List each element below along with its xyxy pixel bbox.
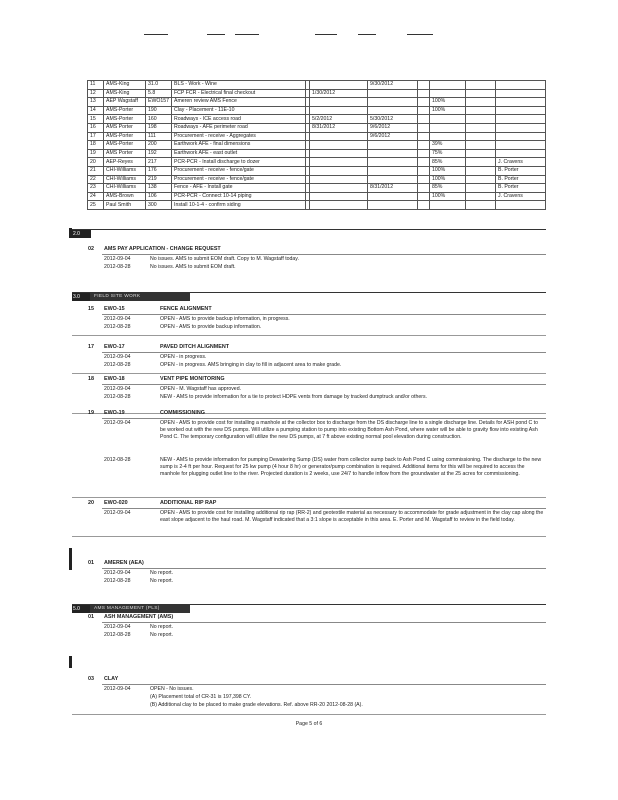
table-cell: 24: [88, 192, 104, 201]
entry-text: OPEN - M. Wagstaff has approved.: [160, 386, 242, 392]
entry-text: No report.: [150, 632, 174, 638]
table-cell: Roadways - AFE perimeter road: [172, 123, 306, 132]
table-cell: 13: [88, 98, 104, 107]
table-cell: [368, 192, 418, 201]
table-cell: [310, 106, 368, 115]
entry-date: 2012-08-28: [104, 632, 131, 638]
table-cell: [466, 149, 496, 158]
table-cell: [466, 106, 496, 115]
table-cell: [466, 158, 496, 167]
table-cell: AMS-King: [104, 81, 146, 90]
item-number: 01: [88, 614, 94, 620]
table-cell: Roadways - ICE access road: [172, 115, 306, 124]
table-cell: Earthwork AFE - final dimensions: [172, 141, 306, 150]
section-number: 2.0: [72, 230, 91, 238]
item-code: EWO-19: [104, 410, 125, 416]
table-cell: 300: [146, 201, 172, 210]
item-title: AMS PAY APPLICATION - CHANGE REQUEST: [104, 246, 221, 252]
table-cell: [466, 166, 496, 175]
item-separator: [72, 536, 546, 537]
table-cell: 21: [88, 166, 104, 175]
section-number: 5.0: [72, 605, 91, 613]
section-bar-ams: [72, 604, 546, 613]
entry-date: 2012-09-04: [104, 686, 131, 692]
table-cell: AMS-Porter: [104, 115, 146, 124]
table-row: [88, 166, 546, 175]
table-row: [88, 132, 546, 141]
entry-text: (A) Placement total of CR-31 is 197,398 CY.: [150, 694, 252, 700]
table-cell: 9/6/2012: [368, 123, 418, 132]
table-cell: 19: [88, 149, 104, 158]
table-cell: [496, 149, 546, 158]
table-cell: [310, 175, 368, 184]
table-cell: [310, 149, 368, 158]
table-cell: [430, 201, 466, 210]
table-row: [88, 89, 546, 98]
table-cell: [466, 123, 496, 132]
table-cell: 5/2/2012: [310, 115, 368, 124]
table-cell: [418, 89, 430, 98]
table-cell: 217: [146, 158, 172, 167]
table-cell: [310, 98, 368, 107]
table-cell: Paul Smith: [104, 201, 146, 210]
table-cell: [466, 89, 496, 98]
entry-text: OPEN - AMS to provide cost for installing additional rip rap (RR-2) and geotextile material as necessary to accommodate for grade adjustment in the clay cap along the east slope adjacent to the haul road. M. Wagstaff indicated that a 3:1 slope is acceptable in this area. E. Porter and M. Wagstaff to review in the field today.: [160, 510, 544, 524]
table-cell: PCR-PCR - Install discharge to dozer: [172, 158, 306, 167]
table-cell: 31.0: [146, 81, 172, 90]
table-cell: [418, 149, 430, 158]
table-cell: [418, 201, 430, 210]
entry-text: No report.: [150, 624, 174, 630]
table-cell: [418, 158, 430, 167]
table-cell: 75%: [430, 149, 466, 158]
item-title: CLAY: [104, 676, 119, 682]
table-row: [88, 115, 546, 124]
table-cell: 100%: [430, 192, 466, 201]
table-cell: 23: [88, 184, 104, 193]
item-number: 20: [88, 500, 94, 506]
table-cell: 111: [146, 132, 172, 141]
bottom-rule: [72, 714, 546, 715]
table-cell: [368, 89, 418, 98]
table-cell: 1/30/2012: [310, 89, 368, 98]
table-cell: 15: [88, 115, 104, 124]
table-cell: 192: [146, 149, 172, 158]
table-cell: [418, 184, 430, 193]
entry-date: 2012-08-28: [104, 362, 131, 369]
entry-text: No issues. AMS to submit EOM draft. Copy to M. Wagstaff today.: [150, 256, 299, 262]
table-row: [88, 158, 546, 167]
table-cell: 9/6/2012: [368, 132, 418, 141]
table-cell: [310, 166, 368, 175]
table-cell: CHI-Williams: [104, 166, 146, 175]
item-number: 17: [88, 344, 94, 350]
table-cell: [368, 201, 418, 210]
table-cell: J. Cravens: [496, 158, 546, 167]
item-code: EWO-020: [104, 500, 128, 506]
header-rules: [144, 34, 444, 36]
table-row: [88, 184, 546, 193]
table-cell: 160: [146, 115, 172, 124]
table-cell: [418, 166, 430, 175]
entry-text: No issues. AMS to submit EOM draft.: [150, 264, 236, 270]
table-cell: 5.8: [146, 89, 172, 98]
table-cell: [418, 141, 430, 150]
item-title: ADDITIONAL RIP RAP: [160, 500, 217, 506]
table-cell: PCR-PCR - Connect 10-14 piping: [172, 192, 306, 201]
table-cell: 100%: [430, 175, 466, 184]
table-cell: [418, 98, 430, 107]
item-number: 02: [88, 246, 94, 252]
table-cell: AMS-King: [104, 89, 146, 98]
table-cell: 85%: [430, 184, 466, 193]
table-cell: 18: [88, 141, 104, 150]
item-title: COMMISSIONING: [160, 410, 205, 416]
item-separator: [72, 413, 546, 414]
table-cell: Install 10-1-4 - confirm siding: [172, 201, 306, 210]
table-cell: [496, 98, 546, 107]
table-cell: Procurement - receive - Aggregates: [172, 132, 306, 141]
table-cell: B. Porter: [496, 184, 546, 193]
table-row: [88, 141, 546, 150]
entry-date: 2012-08-28: [104, 394, 131, 401]
table-cell: 17: [88, 132, 104, 141]
table-cell: [430, 132, 466, 141]
table-cell: AEP-Reyes: [104, 158, 146, 167]
table-cell: 100%: [430, 98, 466, 107]
entry-text: No report.: [150, 578, 174, 584]
table-cell: [466, 175, 496, 184]
entry-date: 2012-08-28: [104, 578, 131, 584]
table-cell: [466, 115, 496, 124]
table-cell: J. Cravens: [496, 192, 546, 201]
table-row: [88, 98, 546, 107]
table-cell: [430, 123, 466, 132]
table-cell: [466, 141, 496, 150]
table-cell: 20: [88, 158, 104, 167]
table-cell: [368, 98, 418, 107]
table-row: [88, 149, 546, 158]
table-row: [88, 106, 546, 115]
entry-date: 2012-09-04: [104, 420, 131, 426]
table-cell: CHI-Williams: [104, 175, 146, 184]
table-cell: 25: [88, 201, 104, 210]
section-title: AMS MANAGEMENT (PLS): [90, 605, 190, 613]
item-code: EWO-15: [104, 306, 125, 312]
entry-text: (B) Additional clay to be placed to make grade elevations. Ref. above RR-20 2012-08-28 (A).: [150, 702, 363, 708]
item-title: VENT PIPE MONITORING: [160, 376, 225, 382]
entry-text: OPEN - in progress.: [160, 354, 207, 360]
table-cell: [310, 184, 368, 193]
table-cell: 198: [146, 123, 172, 132]
entry-text: No report.: [150, 570, 174, 576]
table-cell: 22: [88, 175, 104, 184]
entry-date: 2012-09-04: [104, 624, 131, 630]
table-row: [88, 175, 546, 184]
table-cell: [310, 141, 368, 150]
table-cell: [418, 192, 430, 201]
table-cell: [466, 132, 496, 141]
activity-log-table: [87, 80, 546, 210]
entry-date: 2012-09-04: [104, 570, 131, 576]
entry-date: 2012-09-04: [104, 354, 131, 360]
table-cell: 39%: [430, 141, 466, 150]
table-cell: 219: [146, 175, 172, 184]
section-number: 3.0: [72, 293, 91, 301]
table-cell: [418, 132, 430, 141]
table-cell: [310, 192, 368, 201]
table-cell: [496, 115, 546, 124]
table-row: [88, 81, 546, 90]
table-cell: [430, 89, 466, 98]
entry-text: OPEN - No issues.: [150, 686, 194, 692]
table-cell: EWO157: [146, 98, 172, 107]
table-cell: BLS - Work - Wine: [172, 81, 306, 90]
table-cell: [466, 81, 496, 90]
entry-text: OPEN - AMS to provide backup information, in progress.: [160, 316, 290, 322]
table-cell: Clay - Placement - 11E-10: [172, 106, 306, 115]
item-number: 03: [88, 676, 94, 682]
table-cell: 9/30/2012: [368, 81, 418, 90]
table-cell: Procurement - receive - fence/gate: [172, 175, 306, 184]
table-cell: [418, 81, 430, 90]
entry-date: 2012-08-28: [104, 264, 131, 270]
table-cell: Fence - AFE - Install gate: [172, 184, 306, 193]
item-number: 18: [88, 376, 94, 382]
table-cell: [430, 115, 466, 124]
table-cell: [496, 81, 546, 90]
table-cell: 190: [146, 106, 172, 115]
table-cell: [496, 89, 546, 98]
item-code: EWO-17: [104, 344, 125, 350]
item-separator: [72, 373, 546, 374]
table-cell: AMS Porter: [104, 123, 146, 132]
table-cell: 100%: [430, 166, 466, 175]
table-cell: [418, 123, 430, 132]
entry-text: OPEN - in progress. AMS bringing in clay to fill in adjacent area to make grade.: [160, 362, 342, 369]
item-title: ASH MANAGEMENT (AMS): [104, 614, 174, 620]
page-footer: Page 5 of 6: [295, 721, 323, 727]
table-cell: 85%: [430, 158, 466, 167]
table-cell: Ameren review AMS Fence: [172, 98, 306, 107]
entry-text: OPEN - AMS to provide backup information.: [160, 324, 262, 331]
item-title: AMEREN (AEA): [104, 560, 144, 566]
table-cell: [496, 123, 546, 132]
table-cell: [368, 106, 418, 115]
table-cell: [496, 132, 546, 141]
table-cell: AMS-Porter: [104, 132, 146, 141]
table-row: [88, 123, 546, 132]
table-cell: [310, 132, 368, 141]
table-cell: [310, 81, 368, 90]
table-cell: FCP FCR - Electrical final checkout: [172, 89, 306, 98]
table-cell: [496, 141, 546, 150]
section-bar-pay: [72, 229, 546, 238]
entry-date: 2012-08-28: [104, 457, 131, 463]
table-cell: [368, 158, 418, 167]
table-cell: 138: [146, 184, 172, 193]
table-cell: [466, 201, 496, 210]
item-title: PAVED DITCH ALIGNMENT: [160, 344, 230, 350]
table-cell: 11: [88, 81, 104, 90]
table-cell: 5/30/2012: [368, 115, 418, 124]
table-cell: 176: [146, 166, 172, 175]
table-cell: [368, 141, 418, 150]
table-cell: 100%: [430, 106, 466, 115]
table-cell: AMS-Brown: [104, 192, 146, 201]
entry-date: 2012-09-04: [104, 510, 131, 516]
table-cell: CHI-Williams: [104, 184, 146, 193]
table-cell: 106: [146, 192, 172, 201]
section-title: FIELD SITE WORK: [90, 293, 190, 301]
entry-text: NEW - AMS to provide information for a tie to protect HDPE vents from damage by tracked dumptruck and/or others.: [160, 394, 427, 401]
table-cell: AEP Wagstaff: [104, 98, 146, 107]
item-separator: [72, 335, 546, 336]
item-code: EWO-18: [104, 376, 125, 382]
table-cell: [496, 106, 546, 115]
entry-text: OPEN - AMS to provide cost for installing a manhole at the collector box to discharge from the DS discharge line to a single discharge line. Details for ASH pond C to be worked out with the new DS pumps. Will utilize a pumping station to pump into existing Bottom Ash Pond, where water will be able to gravity flow into existing Ash Pond C. The temporary configuration will utilize the new DS pumps, at 7 ft above existing normal pool elevation during construction.: [160, 420, 539, 441]
table-cell: [368, 166, 418, 175]
table-cell: AMS-Porter: [104, 141, 146, 150]
table-cell: Procurement - receive - fence/gate: [172, 166, 306, 175]
table-cell: Earthwork AFE - east outlet: [172, 149, 306, 158]
item-number: 15: [88, 306, 94, 312]
item-number: 01: [88, 560, 94, 566]
entry-date: 2012-09-04: [104, 316, 131, 322]
entry-date: 2012-08-28: [104, 324, 131, 331]
section-marker: [69, 548, 72, 570]
entry-date: 2012-09-04: [104, 386, 131, 392]
table-cell: [418, 106, 430, 115]
table-cell: [368, 175, 418, 184]
table-cell: AMS Porter: [104, 149, 146, 158]
table-cell: [418, 115, 430, 124]
section-bar-field: [72, 292, 546, 301]
entry-date: 2012-09-04: [104, 256, 131, 262]
item-title: FENCE ALIGNMENT: [160, 306, 212, 312]
table-cell: [418, 175, 430, 184]
table-row: [88, 192, 546, 201]
table-cell: [466, 98, 496, 107]
table-cell: 14: [88, 106, 104, 115]
table-cell: [430, 81, 466, 90]
section-marker: [69, 656, 72, 668]
table-cell: 8/31/2012: [310, 123, 368, 132]
table-cell: [310, 158, 368, 167]
table-cell: 8/31/2012: [368, 184, 418, 193]
table-cell: [310, 201, 368, 210]
table-cell: B. Porter: [496, 175, 546, 184]
table-cell: B. Porter: [496, 166, 546, 175]
table-cell: [496, 201, 546, 210]
table-cell: 16: [88, 123, 104, 132]
table-cell: [466, 192, 496, 201]
entry-text: NEW - AMS to provide information for pumping Dewatering Sump (DS) water from collector sump back to Ash Pond C using commissioning. The discharge to the new sump is 2-4 ft per hour. Request for 25 kw pump (4 hour 8 hr) or generator/pump combination is required. Additional items for this will be required to access the manhole for plugging outlet line to the river. Projected duration is 2 weeks, use 24/7 to handle inflow from the groundwater at the 25 acres for commissioning.: [160, 457, 542, 478]
table-cell: 12: [88, 89, 104, 98]
table-row: [88, 201, 546, 210]
table-cell: [466, 184, 496, 193]
item-separator: [72, 497, 546, 498]
item-number: 19: [88, 410, 94, 416]
table-cell: 200: [146, 141, 172, 150]
table-cell: AMS-Porter: [104, 106, 146, 115]
table-cell: [368, 149, 418, 158]
